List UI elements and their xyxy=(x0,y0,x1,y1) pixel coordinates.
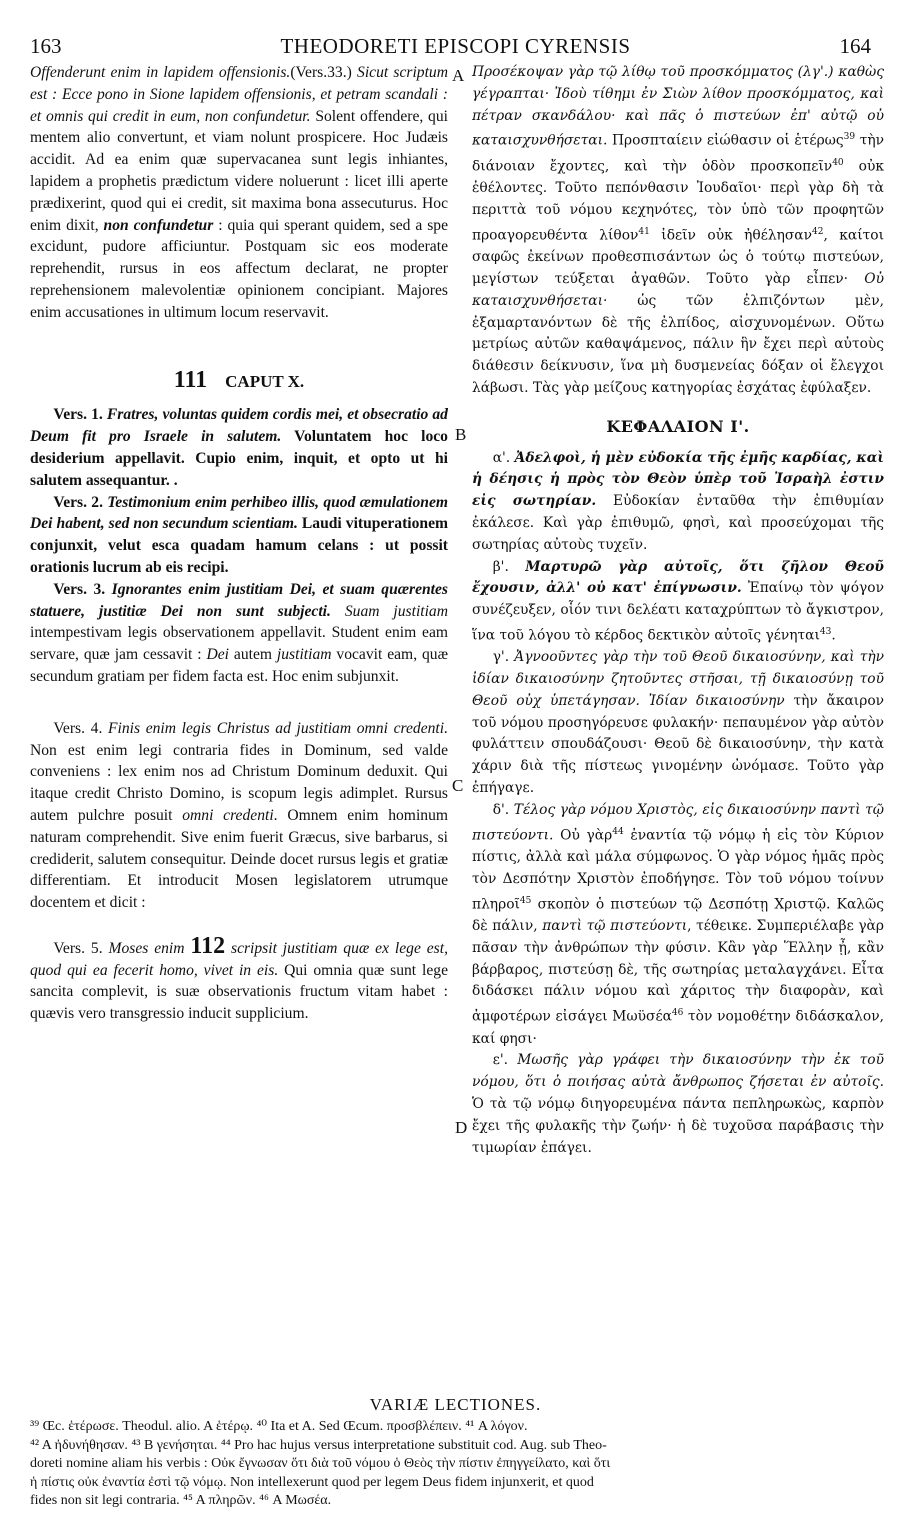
verse-text: Moses enim xyxy=(108,939,191,957)
latin-chapter-heading xyxy=(30,366,448,393)
chapter-title: CAPUT X. xyxy=(225,371,305,391)
latin-quote: Sicut scriptum est : Ecce pono in Sione lapidem offensionis, et petram scandali : et omnis qui credit in eum, non confundetur. xyxy=(30,64,448,125)
commentary-text: Ὁ τὰ τῷ νόμῳ διηγορευμένα πάντα πεπληρωκὼς, καρπὸν ἔχει τῆς φυλακῆς τὴν ζωήν· ἡ δὲ τυχοῦσα παράβασις τὴν τιμωρίαν ἐπάγει. xyxy=(472,1096,884,1156)
commentary-text: σκοπὸν ὁ πιστεύων τῷ Δεσπότῃ Χριστῷ. Καλῶς δὲ πάλιν, xyxy=(472,896,884,935)
commentary-emphasis: omni credenti xyxy=(182,806,274,824)
running-title: THEODORETI EPISCOPI CYRENSIS xyxy=(280,34,631,58)
commentary-text: . xyxy=(831,627,836,644)
greek-verse-3 xyxy=(472,647,884,800)
latin-verse-1 xyxy=(30,404,448,491)
footnote-ref: 39 xyxy=(843,132,856,143)
footnote-ref: 46 xyxy=(671,1008,684,1019)
verse-label: ε'. xyxy=(492,1052,509,1069)
verse-text: Finis enim legis Christus ad justitiam omni credenti. xyxy=(108,719,448,737)
margin-letter-b: B xyxy=(455,425,467,444)
latin-verse-3 xyxy=(30,579,448,688)
latin-paragraph-intro xyxy=(30,62,448,324)
note-line: fides non sit legi contraria. ⁴⁵ A πληρῶν. ⁴⁶ A Μωσέα. xyxy=(30,1493,332,1508)
greek-verse-1 xyxy=(472,448,884,557)
latin-text: Solent offendere, qui mentem alio convertunt, et viam nolunt prospicere. Hoc Judæis accidit. Ad ea enim quæ supervacanea sunt legis inhiantes, lapidem a prophetis prædictum videre noluerunt : licet illi aperte prædixerint, quod qui ei credit, sit maxima bona assecuturus. Hoc enim dixit, xyxy=(30,107,448,234)
greek-chapter-heading: ΚΕΦΑΛΑΙΟΝ Ι'. xyxy=(606,416,750,436)
commentary-text: Laudi vituperationem conjunxit, velut esca quadam hamum celans : ut possit orationis lucrum ab eis recipi. xyxy=(30,515,448,576)
commentary-text: ἐναντία τῷ νόμῳ ἡ εἰς τὸν Κύριον πίστις, ἀλλὰ καὶ μάλα σύμφωνος. Ὁ γὰρ νόμος ἡμᾶς πρὸς τὸν Δεσπότην Χριστὸν ἐποδήγησε. Τὸν τοῦ νόμου τοίνυν πληροῖ xyxy=(472,827,884,913)
commentary-text: Qui omnia quæ sunt lege sancita complevit, is suæ observationis fructum vitam habet : quævis vero transgressio inducit supplicium. xyxy=(30,961,448,1023)
commentary-text: . Omnem enim hominum naturam comprehendit. Sive enim fuerit Græcus, sive barbarus, si crediderit, salutem consequitur. Deinde docet rursus legis et gratiæ differentiam. Et introducit Mosen legislatorem utrumque docentem et dicit : xyxy=(30,806,448,912)
footnote-ref: 41 xyxy=(638,226,650,237)
verse-text: Τέλος γὰρ νόμου Χριστὸς, εἰς δικαιοσύνην παντὶ τῷ πιστεύοντι. xyxy=(472,801,884,844)
column-number: 111 xyxy=(173,366,208,393)
page-number-left: 163 xyxy=(30,34,62,58)
greek-text: Προσπταίειν εἰώθασιν οἱ ἑτέρως xyxy=(607,132,844,149)
spacer xyxy=(30,914,448,936)
greek-column xyxy=(472,62,884,1159)
verse-label: Vers. 3. xyxy=(53,580,106,598)
verse-label: α'. xyxy=(492,449,511,466)
verse-text: Fratres, voluntas quidem cordis mei, et obsecratio ad Deum fit pro Israele in salutem. xyxy=(30,406,448,446)
verse-label: Vers. 2. xyxy=(53,493,103,511)
commentary-emphasis: Suam justitiam xyxy=(344,602,448,620)
footnote-ref: 43 xyxy=(819,626,832,637)
greek-verse-2 xyxy=(472,557,884,648)
commentary-emphasis: justitiam xyxy=(276,646,332,664)
verse-text: Μωσῆς γὰρ γράφει τὴν δικαιοσύνην τὴν ἐκ τοῦ νόμου, ὅτι ὁ ποιήσας αὐτὰ ἄνθρωπος ζήσεται ἐν αὐτοῖς. xyxy=(472,1052,884,1091)
footnote-ref: 45 xyxy=(519,895,532,906)
latin-column xyxy=(30,62,448,1025)
latin-verse-4 xyxy=(30,718,448,914)
latin-verse-5 xyxy=(30,932,448,1025)
greek-text: ἰδεῖν οὐκ ἠθέλησαν xyxy=(649,227,812,244)
footnote-ref: 40 xyxy=(832,157,844,168)
verse-text: Μαρτυρῶ γὰρ αὐτοῖς, ὅτι ζῆλον Θεοῦ ἔχουσιν, ἀλλ' οὐ κατ' ἐπίγνωσιν. xyxy=(472,558,885,597)
commentary-text: Οὐ γὰρ xyxy=(553,827,613,844)
verse-text: scripsit justitiam quæ ex lege est, quod qui ea fecerit homo, vivet in eis. xyxy=(30,939,448,979)
note-line: ³⁹ Œc. ἑτέρωσε. Theodul. alio. A ἑτέρῳ. ⁴⁰ Ita et A. Sed Œcum. προσβλέπειν. ⁴¹ A λόγον. xyxy=(30,1419,528,1434)
verse-label: β'. xyxy=(492,558,509,575)
page-number-right: 164 xyxy=(839,34,871,58)
variae-lectiones-title: VARIÆ LECTIONES. xyxy=(369,1395,542,1414)
commentary-text: Ἐπαίνῳ τὸν ψόγον συνέζευξεν, οἷόν τινι δελέατι καταχρύπτων τὸ ἄγκιστρον, ἵνα τοῦ λόγου τὸ κέρδος δεκτικὸν αὐτοῖς γένηται xyxy=(472,580,884,644)
greek-quote: Οὐ καταισχυνθήσεται· xyxy=(472,270,884,309)
commentary-text: vocavit eam, quæ secundum gratiam per fidem facta est. Hoc enim subjunxit. xyxy=(30,646,448,685)
greek-paragraph-intro xyxy=(472,62,884,400)
note-line: doreti nomine aliam his verbis : Οὐκ ἔγνωσαν ὅτι διὰ τοῦ νόμου ὁ Θεὸς τὴν πίστιν ἐπηγγείλατο, καὶ ὅτι xyxy=(30,1456,611,1471)
commentary-emphasis: παντὶ τῷ πιστεύοντι xyxy=(542,918,688,935)
greek-text: τὴν διάνοιαν ἔχοντες, καὶ τὴν ὁδὸν προσκοπεῖν xyxy=(472,132,885,175)
commentary-text: τὸν νομοθέτην διδάσκαλον, καί φησι· xyxy=(472,1008,884,1047)
commentary-emphasis: Ἰδίαν δικαιοσύνην xyxy=(648,692,785,709)
verse-label: Vers. 5. xyxy=(53,939,103,957)
greek-text: οὐκ ἐθέλοντες. Τοῦτο πεπόνθασιν Ἰουδαῖοι· περὶ γὰρ δὴ τὰ περιττὰ τοῦ νόμου κεχηνότες, τὸν ὑπὸ τῶν προφητῶν προαγορευθέντα λίθον xyxy=(472,158,884,244)
margin-letter-c: C xyxy=(452,776,464,795)
commentary-text: autem xyxy=(229,646,277,664)
verse-text: Ἀγνοοῦντες γὰρ τὴν τοῦ Θεοῦ δικαιοσύνην, καὶ τὴν ἰδίαν δικαιοσύνην ζητοῦντες στῆσαι, τῇ δικαιοσύνῃ τοῦ Θεοῦ οὐχ ὑπετάγησαν. xyxy=(472,649,884,709)
footnote-ref: 42 xyxy=(812,226,824,237)
verse-label: δ'. xyxy=(492,801,510,818)
verse-label: Vers. 1. xyxy=(53,406,103,424)
commentary-text: , τέθεικε. Συμπεριέλαβε γὰρ πᾶσαν τὴν ἀνθρώπων τὴν φύσιν. Κἂν γὰρ Ἕλλην ᾖ, κἂν βάρβαρος, πιστεύσῃ δὲ, τῆς σωτηρίας μεταλαγχάνει. Εἶτα διδάσκει πάλιν νόμου καὶ χάριτος τὴν διαφορὰν, καὶ ἀμφοτέρων εἰσάγει Μωϋσέα xyxy=(472,918,884,1025)
footnote-ref: 44 xyxy=(612,826,624,837)
note-line: ⁴² A ἠδυνήθησαν. ⁴³ B γενήσηται. ⁴⁴ Pro hac hujus versus interpretatione substituit cod. Aug. sub Theo- xyxy=(30,1437,607,1453)
commentary-text: Non est enim legi contraria fides in Dominum, sed valde conveniens : lex enim nos ad Christum Dominum deduxit. Qui itaque credit Christo Domino, is scopum legis adimplet. Rursus autem pulchre posuit xyxy=(30,741,448,824)
verse-label: Vers. 4. xyxy=(53,719,103,737)
latin-quote: non confundetur xyxy=(103,216,214,234)
margin-letter-a: A xyxy=(452,66,465,85)
verse-ref: (Vers.33.) xyxy=(290,64,352,81)
greek-quote: Προσέκοψαν γὰρ τῷ λίθῳ τοῦ προσκόμματος (λγ'.) καθὼς γέγραπται· Ἰδοὺ τίθημι ἐν Σιὼν λίθον προσκόμματος, καὶ πέτραν σκανδάλου· καὶ πᾶς ὁ πιστεύων ἐπ' αὐτῷ οὐ καταισχυνθήσεται. xyxy=(472,64,884,149)
commentary-text: intempestivam legis observationem appellavit. Student enim eam servare, quæ jam cessavit : xyxy=(30,624,448,664)
commentary-text: Voluntatem hoc loco desiderium appellavit. Cupio enim, inquit, et opto ut hi salutem assequantur. . xyxy=(30,428,448,489)
latin-quote: Offenderunt enim in lapidem offensionis. xyxy=(30,64,291,81)
verse-label: γ'. xyxy=(492,649,510,666)
verse-text: Ignorantes enim justitiam Dei, et suam quærentes statuere, justitiæ Dei non sunt subjecti. xyxy=(30,580,448,620)
page-header xyxy=(0,30,911,58)
greek-verse-4 xyxy=(472,800,884,1051)
note-line: ἡ πίστις οὐκ ἐναντία ἐστὶ τῷ νόμῳ. Non intellexerunt quod per legem Deus fidem injunxerit, et quod xyxy=(30,1474,594,1490)
margin-letter-d: D xyxy=(455,1118,468,1137)
commentary-text: Εὐδοκίαν ἐνταῦθα τὴν ἐπιθυμίαν ἐκάλεσε. Καὶ γὰρ ἐπιθυμῶ, φησὶ, καὶ προσεύχομαι τῆς σωτηρίας αὐτοὺς τυχεῖν. xyxy=(472,493,884,553)
latin-verse-2 xyxy=(30,492,448,579)
verse-text: Ἀδελφοὶ, ἡ μὲν εὐδοκία τῆς ἐμῆς καρδίας, καὶ ἡ δέησις ἡ πρὸς τὸν Θεὸν ὑπὲρ τοῦ Ἰσραὴλ ἐστιν εἰς σωτηρίαν. xyxy=(472,449,884,510)
column-number: 112 xyxy=(190,932,226,959)
spacer xyxy=(30,688,448,718)
variae-lectiones-notes xyxy=(30,1418,880,1511)
commentary-emphasis: Dei xyxy=(206,646,230,664)
greek-text: , καίτοι σαφῶς ἐκείνων προθεσπισάντων ὡς ὁ τούτῳ πιστεύων, μεγίστων τεύξεται ἀγαθῶν. Τοῦτο γὰρ εἶπεν· xyxy=(472,227,884,287)
greek-verse-5 xyxy=(472,1050,884,1159)
commentary-text: τὴν ἄκαιρον τοῦ νόμου προσηγόρευσε φυλακήν· πεπαυμένον γὰρ αὐτὸν φυλάττειν σπουδάζουσι· Θεοῦ δὲ δικαιοσύνην, τὴν κατὰ χάριν διὰ τῆς πίστεως γινομένην ὠνόμασε. Τοῦτο γὰρ ἐπήγαγε. xyxy=(472,692,885,797)
latin-text: : quia qui sperant quidem, sed a spe excidunt, pudore afficiuntur. Postquam sic eos moderate reprehendit, rursus in eos affectum declarat, ne propter reprehensionem malevolentiæ opinionem concipiant. Majores enim accusationes in ultimum locum reservavit. xyxy=(30,216,448,321)
verse-text: Testimonium enim perhibeo illis, quod æmulationem Dei habent, sed non secundum scientiam. xyxy=(30,493,448,533)
greek-text: ὡς τῶν ἐλπιζόντων μὲν, ἐξαμαρτανόντων δὲ τῆς ἐλπίδος, αἰσχυνομένων. Οὕτω μετρίως αὐτῶν καθαψάμενος, πάλιν ἣν ἔχει περὶ αὐτοὺς διάθεσιν δείκνυσιν, ἵνα μὴ δυσμενείας δόξαν οἱ ἔλεγχοι λάβωσι. Τὰς γὰρ μείζους κατηγορίας ἐσχάτας ἐφύλαξεν. xyxy=(472,292,884,396)
